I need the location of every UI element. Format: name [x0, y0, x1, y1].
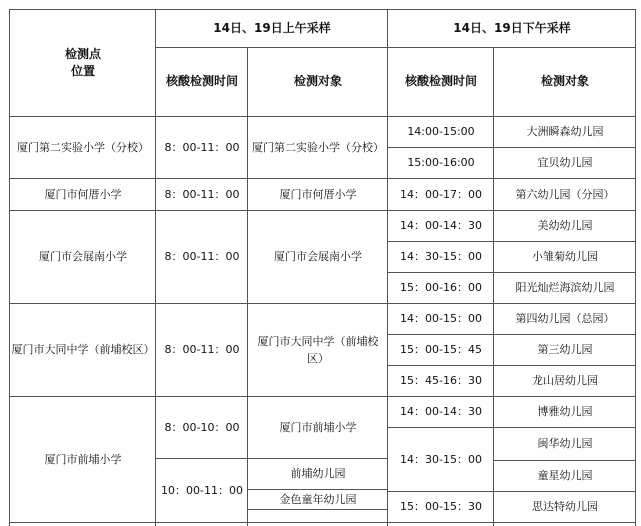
header-morning: 14日、19日上午采样 — [213, 21, 331, 35]
location-cell: 厦门市前埔小学 — [44, 452, 122, 466]
grid-line — [387, 334, 636, 335]
grid-line — [155, 458, 388, 459]
pm-target-cell: 龙山居幼儿园 — [532, 374, 598, 387]
pm-target-cell: 闽华幼儿园 — [537, 437, 593, 450]
grid-line — [387, 147, 636, 148]
grid-line — [493, 460, 636, 461]
pm-target-cell: 童星幼儿园 — [537, 469, 593, 482]
am-target-cell: 金色童年幼儿园 — [279, 492, 357, 506]
grid-line — [155, 9, 156, 526]
am-target-cell: 厦门市大同中学（前埔校 区） — [257, 334, 379, 365]
pm-time-cell: 15:00-16:00 — [407, 156, 475, 169]
am-time-cell: 8：00-11：00 — [164, 140, 240, 154]
pm-time-cell: 15：00-15：45 — [400, 343, 482, 356]
pm-time-cell: 15：45-16：30 — [400, 374, 482, 387]
am-target-cell: 厦门第二实验小学（分校） — [252, 140, 384, 154]
location-cell: 厦门市何厝小学 — [44, 187, 122, 201]
pm-time-cell: 14：30-15：00 — [400, 250, 482, 263]
grid-line — [9, 9, 10, 526]
pm-time-cell: 14：00-14：30 — [400, 405, 482, 418]
header-am-target: 检测对象 — [293, 74, 342, 88]
pm-target-cell: 大洲瞬森幼儿园 — [526, 125, 604, 138]
am-time-cell: 8：00-10：00 — [164, 420, 240, 434]
pm-target-cell: 宜贝幼儿园 — [537, 156, 593, 169]
pm-time-cell: 14：00-17：00 — [400, 187, 482, 201]
location-cell: 厦门第二实验小学（分校） — [17, 140, 149, 154]
pm-target-cell: 第三幼儿园 — [537, 343, 593, 356]
pm-time-cell: 14：00-14：30 — [400, 219, 482, 232]
grid-line — [9, 522, 636, 523]
am-target-cell: 厦门市何厝小学 — [279, 187, 357, 201]
grid-line — [387, 9, 388, 526]
grid-line — [635, 9, 636, 526]
grid-line — [493, 47, 494, 526]
grid-line — [387, 427, 636, 428]
pm-time-cell: 14：30-15：00 — [400, 452, 482, 466]
grid-line — [387, 272, 636, 273]
am-target-cell: 前埔幼儿园 — [290, 467, 346, 480]
grid-line — [387, 365, 636, 366]
am-time-cell: 8：00-11：00 — [164, 250, 240, 263]
grid-line — [387, 491, 636, 492]
pm-target-cell: 博雅幼儿园 — [537, 405, 593, 418]
header-location: 检测点 位置 — [64, 47, 101, 78]
am-target-cell: 厦门市会展南小学 — [274, 250, 362, 263]
pm-time-cell: 15：00-15：30 — [400, 500, 482, 513]
grid-line — [247, 509, 388, 510]
am-time-cell: 8：00-11：00 — [164, 343, 240, 356]
am-target-cell: 厦门市前埔小学 — [279, 420, 357, 434]
header-pm-time: 核酸检测时间 — [404, 74, 477, 88]
grid-line — [9, 210, 636, 211]
grid-line — [9, 9, 636, 10]
grid-line — [387, 241, 636, 242]
grid-line — [247, 47, 248, 526]
pm-target-cell: 阳光灿烂海滨幼儿园 — [515, 281, 615, 294]
pm-time-cell: 15：00-16：00 — [400, 281, 482, 294]
pm-target-cell: 第四幼儿园（总园） — [515, 312, 615, 325]
am-time-cell: 8：00-11：00 — [164, 187, 240, 201]
pm-target-cell: 小雏菊幼儿园 — [532, 250, 598, 263]
header-am-time: 核酸检测时间 — [165, 74, 238, 88]
pm-time-cell: 14：00-15：00 — [400, 312, 482, 325]
pm-target-cell: 美幼幼儿园 — [537, 219, 593, 232]
header-pm-target: 检测对象 — [540, 74, 589, 88]
location-cell: 厦门市会展南小学 — [39, 250, 127, 263]
pm-target-cell: 思达特幼儿园 — [532, 500, 598, 513]
grid-line — [9, 116, 636, 117]
header-afternoon: 14日、19日下午采样 — [453, 21, 571, 35]
grid-line — [247, 489, 388, 490]
location-cell: 厦门市大同中学（前埔校区） — [11, 343, 155, 356]
grid-line — [155, 47, 636, 48]
grid-line — [9, 178, 636, 179]
grid-line — [9, 303, 636, 304]
pm-target-cell: 第六幼儿园（分园） — [515, 187, 615, 201]
pm-time-cell: 14:00-15:00 — [407, 125, 475, 138]
am-time-cell: 10：00-11：00 — [161, 483, 243, 497]
grid-line — [9, 396, 636, 397]
